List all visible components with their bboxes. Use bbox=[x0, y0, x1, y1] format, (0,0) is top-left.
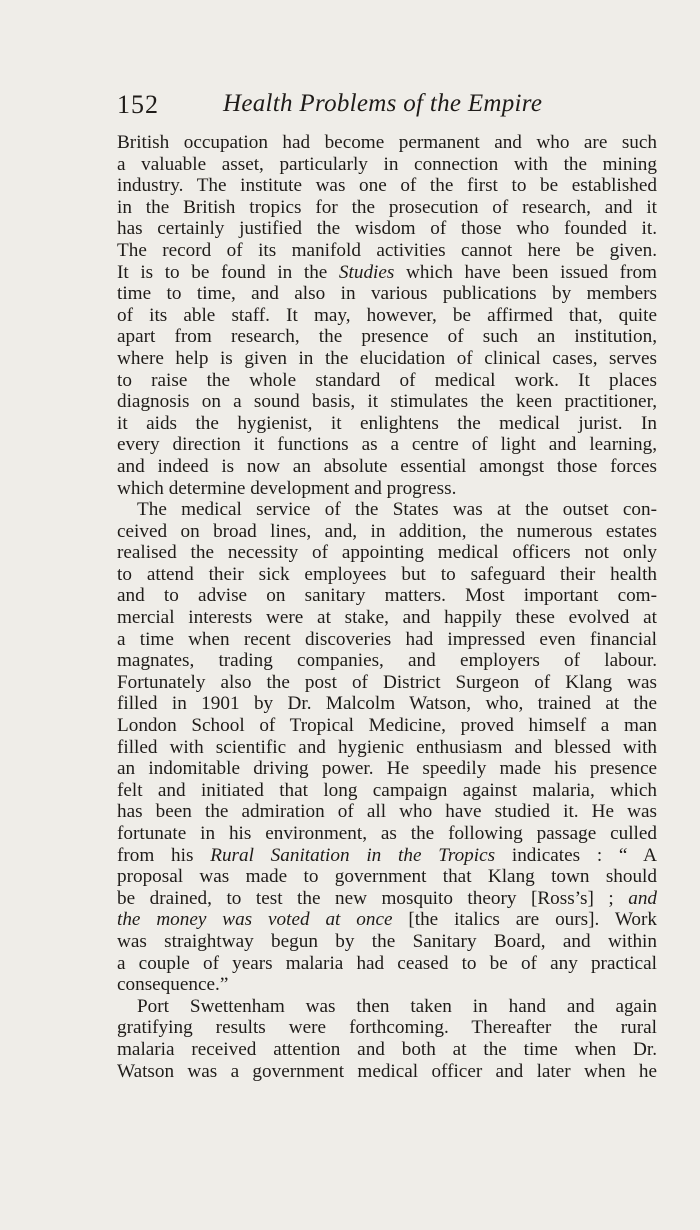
text-line: of its able staff. It may, however, be affirmed that, quite bbox=[117, 304, 657, 326]
text-line: to attend their sick employees but to safeguard their health bbox=[117, 563, 657, 585]
text-line: it aids the hygienist, it enlightens the medical jurist. In bbox=[117, 412, 657, 434]
text-line: has been the admiration of all who have studied it. He was bbox=[117, 801, 657, 823]
text-line: has certainly justified the wisdom of those who founded it. bbox=[117, 218, 657, 240]
text-line: an indomitable driving power. He speedily made his presence bbox=[117, 758, 657, 780]
text-line: the money was voted at once [the italics are ours]. Work bbox=[117, 909, 657, 931]
text-line: realised the necessity of appointing medical officers not only bbox=[117, 542, 657, 564]
body-text bbox=[117, 132, 657, 1082]
text-line: gratifying results were forthcoming. Thereafter the rural bbox=[117, 1017, 657, 1039]
text-line: time to time, and also in various publications by members bbox=[117, 283, 657, 305]
text-line: proposal was made to government that Klang town should bbox=[117, 866, 657, 888]
italic-emphasis: the money was voted at once bbox=[117, 909, 393, 931]
text-line: felt and initiated that long campaign against malaria, which bbox=[117, 779, 657, 801]
text-line: and to advise on sanitary matters. Most important com- bbox=[117, 585, 657, 607]
text-line: consequence.” bbox=[117, 974, 229, 996]
text-line: a valuable asset, particularly in connection with the mining bbox=[117, 153, 657, 175]
text-line: diagnosis on a sound basis, it stimulates the keen practitioner, bbox=[117, 391, 657, 413]
text-line: British occupation had become permanent and who are such bbox=[117, 132, 657, 153]
italic-reference: Rural Sanitation in the Tropics bbox=[210, 844, 496, 866]
text-line: fortunate in his environment, as the following passage culled bbox=[117, 823, 657, 844]
text-line: magnates, trading companies, and employers of labour. bbox=[117, 650, 657, 672]
text-line: in the British tropics for the prosecution of research, and it bbox=[117, 196, 657, 218]
text-line: a time when recent discoveries had impressed even financial bbox=[117, 628, 657, 650]
text-line: from his Rural Sanitation in the Tropics indicates : “ A bbox=[117, 844, 658, 866]
running-title: Health Problems of the Empire bbox=[223, 90, 543, 117]
text-line: be drained, to test the new mosquito theory [Ross’s] ; and bbox=[117, 887, 657, 909]
text-line: a couple of years malaria had ceased to be of any practical bbox=[117, 952, 657, 974]
text-line: filled in 1901 by Dr. Malcolm Watson, who, trained at the bbox=[117, 693, 657, 715]
text-line: The medical service of the States was at the outset con- bbox=[137, 499, 657, 521]
text-line: filled with scientific and hygienic enthusiasm and blessed with bbox=[117, 736, 657, 758]
italic-emphasis: and bbox=[628, 887, 657, 909]
text-line: London School of Tropical Medicine, proved himself a man bbox=[117, 715, 657, 737]
text-line: and indeed is now an absolute essential amongst those forces bbox=[117, 455, 657, 477]
text-line: malaria received attention and both at the time when Dr. bbox=[117, 1038, 657, 1060]
text-line: to raise the whole standard of medical work. It places bbox=[117, 369, 657, 391]
text-line: where help is given in the elucidation of clinical cases, serves bbox=[117, 347, 657, 369]
text-line: It is to be found in the Studies which have been issued from bbox=[117, 261, 657, 283]
text-line: Port Swettenham was then taken in hand and again bbox=[137, 995, 657, 1017]
text-line: which determine development and progress. bbox=[117, 477, 457, 499]
text-line: ceived on broad lines, and, in addition, the numerous estates bbox=[117, 520, 657, 542]
italic-reference: Studies bbox=[338, 261, 395, 283]
text-line: apart from research, the presence of such an institution, bbox=[117, 326, 657, 348]
text-line: every direction it functions as a centre of light and learning, bbox=[117, 434, 657, 456]
text-line: The record of its manifold activities cannot here be given. bbox=[117, 239, 657, 261]
page-number: 152 bbox=[117, 90, 159, 119]
text-line: was straightway begun by the Sanitary Board, and within bbox=[117, 930, 657, 952]
page-header bbox=[117, 90, 657, 124]
text-line: mercial interests were at stake, and happily these evolved at bbox=[117, 607, 657, 629]
text-line: industry. The institute was one of the first to be established bbox=[117, 175, 657, 197]
text-line: Fortunately also the post of District Surgeon of Klang was bbox=[117, 671, 657, 693]
text-line: Watson was a government medical officer and later when he bbox=[117, 1060, 657, 1082]
